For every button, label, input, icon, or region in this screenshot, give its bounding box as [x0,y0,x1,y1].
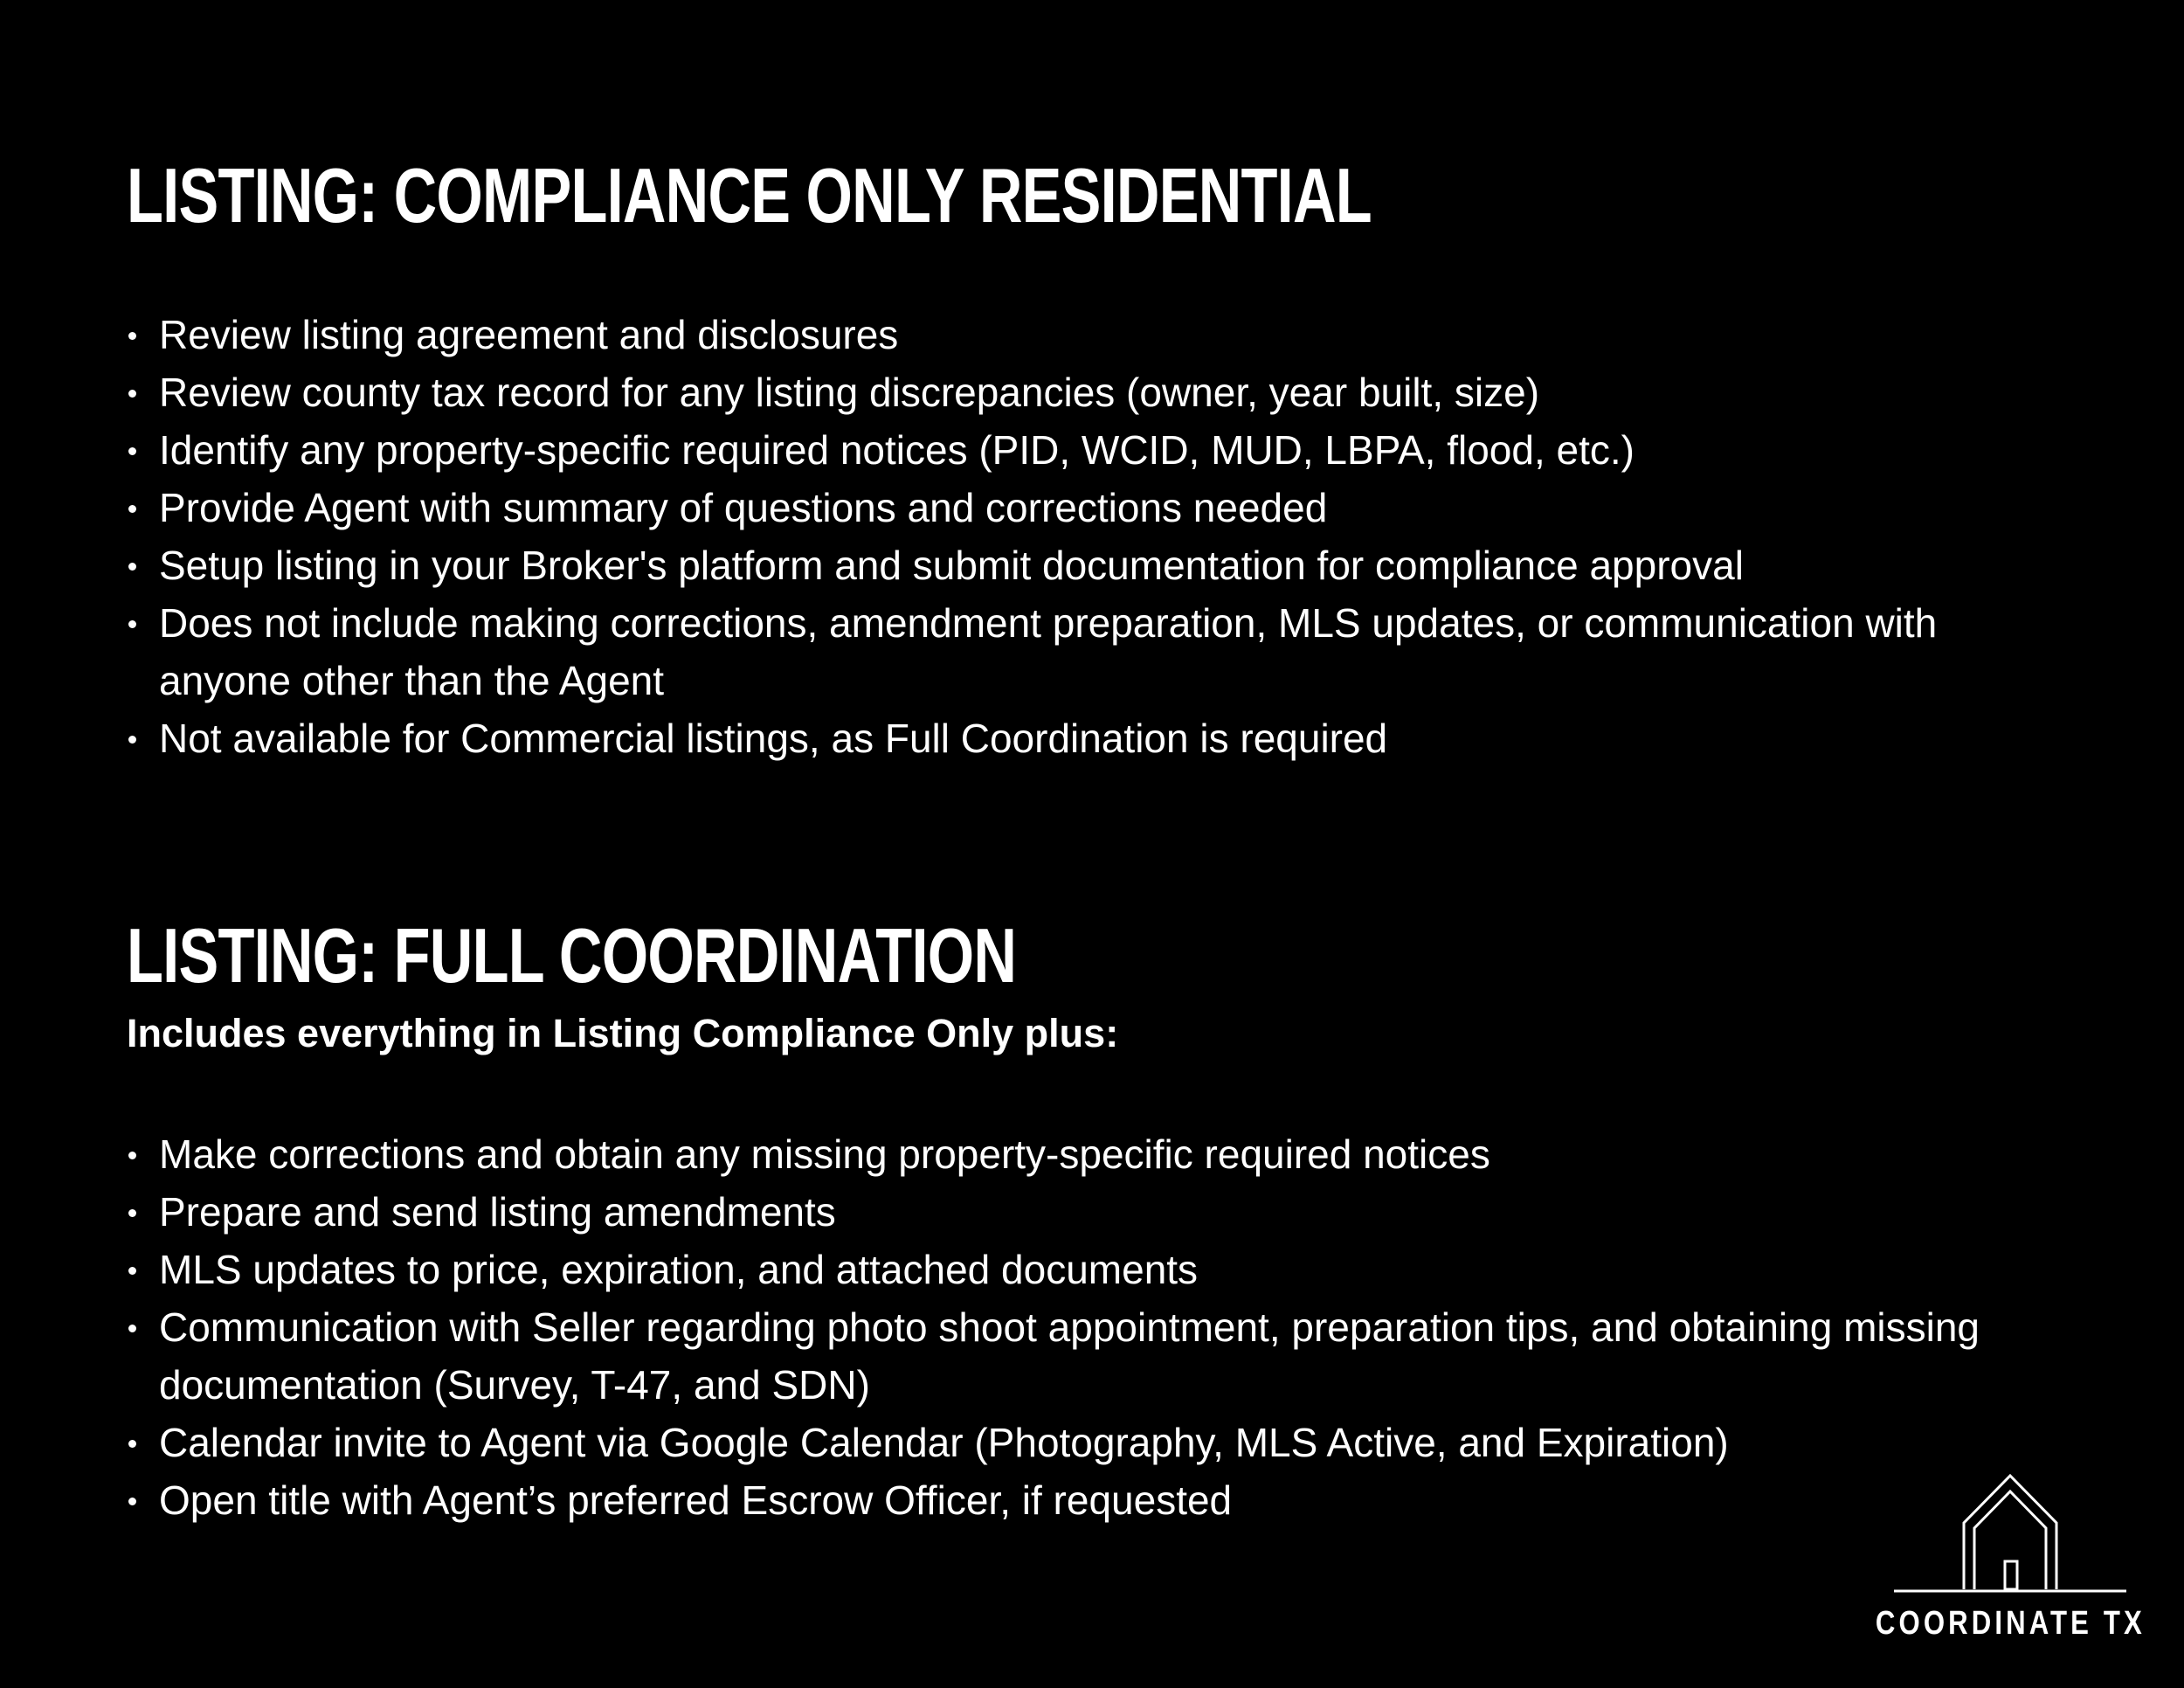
list-item: Identify any property-specific required notices (PID, WCID, MUD, LBPA, flood, etc.) [127,421,2020,479]
compliance-only-heading: LISTING: COMPLIANCE ONLY RESIDENTIAL [127,152,1372,239]
coordinate-tx-logo [1875,1472,2146,1643]
full-coordination-section [127,912,2097,1529]
list-item: Prepare and send listing amendments [127,1183,2020,1241]
compliance-only-list [127,306,2097,767]
list-item: Review listing agreement and disclosures [127,306,2020,363]
list-item: Make corrections and obtain any missing property-specific required notices [127,1125,2020,1183]
full-coordination-heading: LISTING: FULL COORDINATION [127,912,1017,999]
list-item: Communication with Seller regarding photo shoot appointment, preparation tips, and obtaining missing documentation (Survey, T-47, and SDN) [127,1298,2020,1414]
list-item: Setup listing in your Broker's platform and submit documentation for compliance approval [127,536,2020,594]
compliance-only-section [127,152,2097,767]
logo-wordmark: COORDINATE TX [1875,1605,2146,1642]
list-item: Not available for Commercial listings, as Full Coordination is required [127,709,2020,767]
list-item: Review county tax record for any listing discrepancies (owner, year built, size) [127,363,2020,421]
list-item: MLS updates to price, expiration, and attached documents [127,1241,2020,1298]
list-item: Open title with Agent’s preferred Escrow Officer, if requested [127,1471,2020,1529]
full-coordination-list [127,1125,2097,1529]
full-coordination-subheading: Includes everything in Listing Compliance Only plus: [127,1011,1119,1055]
list-item: Does not include making corrections, amendment preparation, MLS updates, or communication with anyone other than the Agent [127,594,2020,709]
list-item: Calendar invite to Agent via Google Calendar (Photography, MLS Active, and Expiration) [127,1414,2020,1471]
list-item: Provide Agent with summary of questions and corrections needed [127,479,2020,536]
house-outline-icon [1894,1472,2126,1593]
